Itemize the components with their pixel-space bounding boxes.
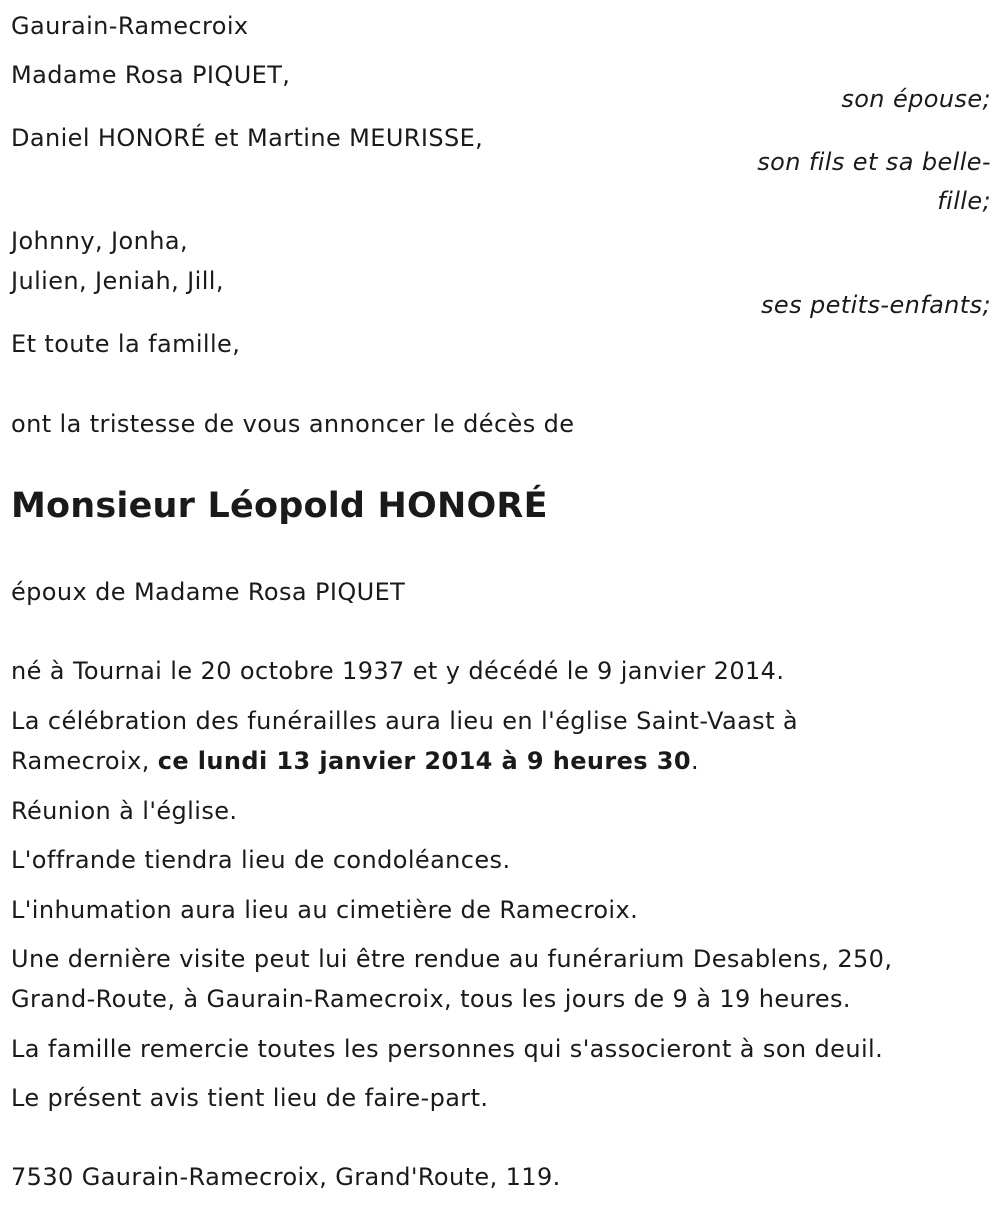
deceased-name: Monsieur Léopold HONORÉ — [11, 486, 548, 526]
son-role-line1: son fils et sa belle- — [757, 148, 991, 176]
meeting: Réunion à l'église. — [11, 797, 238, 825]
announcement-intro: ont la tristesse de vous annoncer le décès de — [11, 410, 575, 438]
visit-line2: Grand-Route, à Gaurain-Ramecroix, tous les jours de 9 à 19 heures. — [11, 985, 851, 1013]
spouse-role: son épouse; — [841, 85, 991, 113]
grandchildren-line1: Johnny, Jonha, — [11, 227, 188, 255]
son-role-line2: fille; — [937, 187, 991, 215]
ceremony-line1: La célébration des funérailles aura lieu en l'église Saint-Vaast à — [11, 707, 799, 735]
ceremony-datetime: ce lundi 13 janvier 2014 à 9 heures 30 — [157, 747, 691, 775]
header-location: Gaurain-Ramecroix — [11, 12, 249, 40]
burial: L'inhumation aura lieu au cimetière de Ramecroix. — [11, 896, 639, 924]
visit-line1: Une dernière visite peut lui être rendue au funérarium Desablens, 250, — [11, 945, 893, 973]
grandchildren-line2: Julien, Jeniah, Jill, — [11, 267, 224, 295]
grandchildren-role: ses petits-enfants; — [761, 291, 991, 319]
address: 7530 Gaurain-Ramecroix, Grand'Route, 119. — [11, 1163, 561, 1191]
ceremony-line2 — [11, 741, 699, 781]
ceremony-period: . — [690, 747, 699, 775]
family-rest: Et toute la famille, — [11, 330, 241, 358]
spouse-name: Madame Rosa PIQUET, — [11, 61, 291, 89]
son-name: Daniel HONORÉ et Martine MEURISSE, — [11, 124, 484, 152]
ceremony-place: Ramecroix, — [11, 747, 158, 775]
spouse-of: époux de Madame Rosa PIQUET — [11, 578, 406, 606]
birth-death: né à Tournai le 20 octobre 1937 et y décédé le 9 janvier 2014. — [11, 657, 785, 685]
notice: Le présent avis tient lieu de faire-part. — [11, 1084, 489, 1112]
offering: L'offrande tiendra lieu de condoléances. — [11, 846, 511, 874]
thanks: La famille remercie toutes les personnes qui s'associeront à son deuil. — [11, 1035, 884, 1063]
